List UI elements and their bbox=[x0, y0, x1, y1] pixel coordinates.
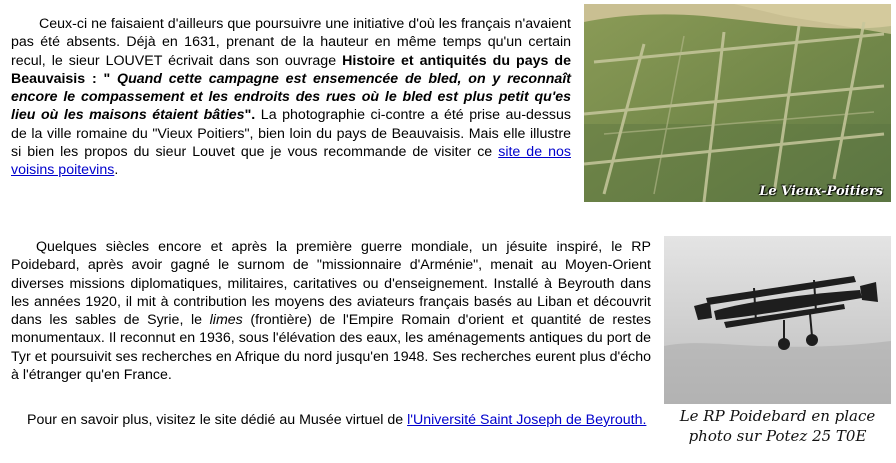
paragraph-more-info bbox=[11, 411, 651, 429]
louvet-quote: Quand cette campagne est ensemencée de bled, on y reconnaît encore le compassement et les endroits des rues où le bled est plus petit qu'es lieu où les maisons étaient bâties bbox=[11, 70, 571, 124]
aerial-field-image bbox=[584, 4, 891, 202]
limes-term: limes bbox=[209, 312, 243, 329]
text-segment: Quelques siècles encore et après la première guerre mondiale, un jésuite inspiré, le RP Poidebard, après avoir gagné le surnom de "missionnaire d'Arménie", menait au Moyen-Orient diverses missions diplomatiques, militaires, caritatives ou d'enseignement. Installé à Beyrouth dans les années 1920, il mit à contribution les moyens des aviateurs français basés au Liban et découvrit dans les sables de Syrie, le bbox=[11, 239, 651, 329]
text-segment: (frontière) de l'Empire Romain d'orient et quantité de restes monumentaux. Il reconnut en 1936, sous l'élévation des eaux, les aménagements antiques du port de Tyr et poursuivit ses recherches en Afrique du nord jusqu'en 1948. Ses recherches eurent plus d'écho à l'étranger qu'en France. bbox=[11, 312, 651, 384]
paragraph-louvet bbox=[11, 15, 571, 180]
book-title: Histoire et antiquités du pays de Beauvaisis : " bbox=[11, 52, 571, 87]
text-segment: Pour en savoir plus, visitez le site dédié au Musée virtuel de bbox=[27, 412, 408, 428]
caption-line-2: photo sur Potez 25 T0E bbox=[688, 427, 867, 445]
biplane-photo bbox=[664, 236, 891, 404]
text-segment: Ceux-ci ne faisaient d'ailleurs que poursuivre une initiative d'où les français n'avaient pas été absents. Déjà en 1631, prenant de la hauteur en même temps qu'un certain recul, le sieur LOUVET écrivait dans son ouvrage bbox=[11, 16, 571, 69]
text-segment: . bbox=[114, 162, 119, 179]
caption-line-1: Le RP Poidebard en place bbox=[679, 407, 876, 425]
text-segment: La photographie ci-contre a été prise au-dessus de la ville romaine du "Vieux Poitiers", bien loin du pays de Beauvaisis. Mais elle illustre si bien les propos du sieur Louvet que je vous recommande de visiter ce bbox=[11, 107, 571, 161]
photo-caption-vieux-poitiers: Le Vieux-Poitiers bbox=[759, 184, 883, 199]
usj-museum-link[interactable]: l'Université Saint Joseph de Beyrouth. bbox=[407, 412, 647, 428]
photo-caption-poidebard bbox=[664, 406, 891, 446]
potez-biplane-image bbox=[664, 236, 891, 404]
vieux-poitiers-aerial-photo bbox=[584, 4, 891, 202]
poitevins-site-link[interactable]: site de nos voisins poitevins bbox=[11, 144, 571, 179]
quote-close: ". bbox=[244, 107, 256, 124]
paragraph-poidebard bbox=[11, 238, 651, 384]
